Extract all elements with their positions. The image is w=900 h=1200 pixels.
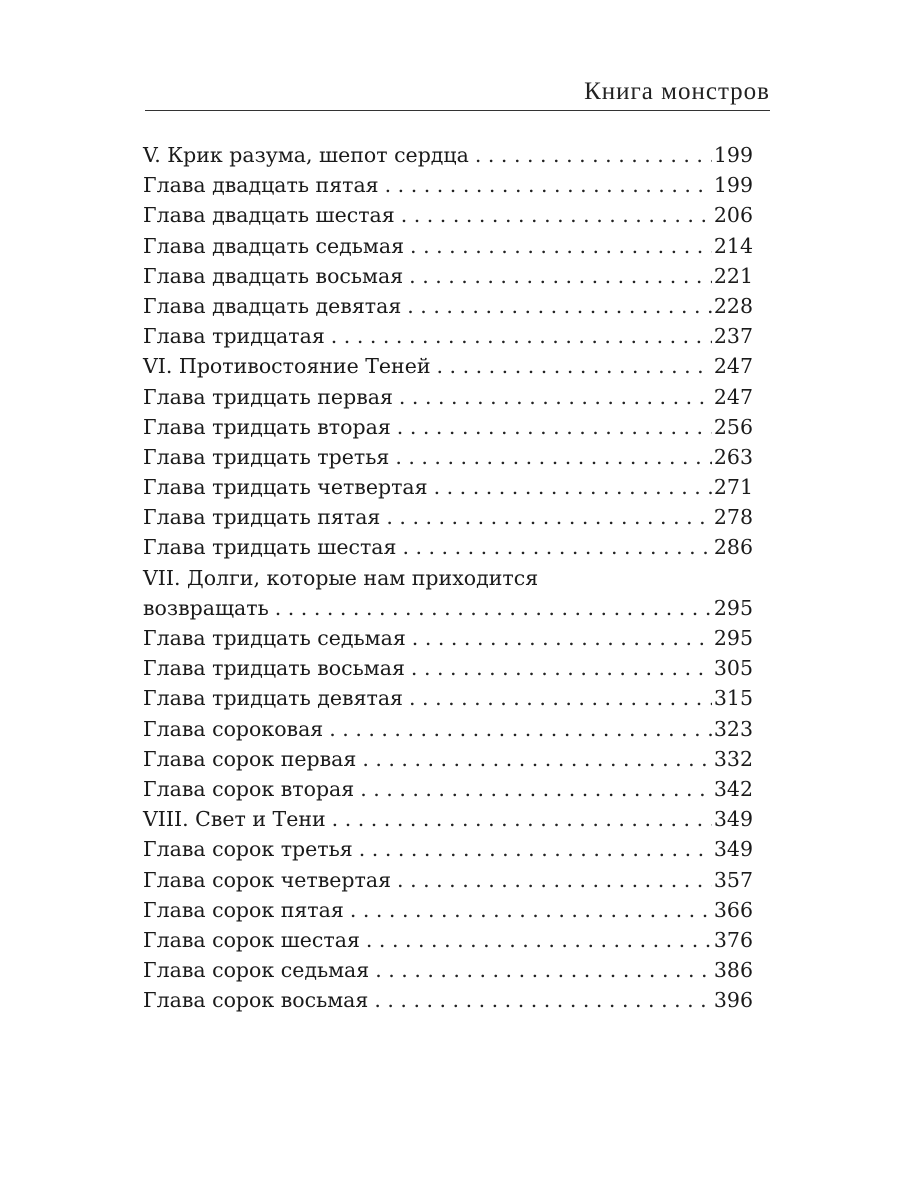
toc-entry-page-number: 247 (713, 354, 753, 379)
toc-entry-page-number: 315 (713, 686, 753, 711)
toc-entry (143, 231, 753, 261)
toc-entry-page-number: 271 (713, 475, 753, 500)
toc-dot-leader (374, 985, 712, 1015)
table-of-contents (143, 140, 753, 1015)
toc-entry-title: Глава двадцать седьмая (143, 233, 405, 258)
toc-entry-page-number: 396 (713, 988, 753, 1013)
toc-entry (143, 955, 753, 985)
toc-entry (143, 925, 753, 955)
toc-entry-page-number: 342 (713, 776, 753, 801)
toc-entry-title: возвращать (143, 595, 269, 620)
toc-entry (143, 865, 753, 895)
toc-entry (143, 412, 753, 442)
toc-entry-page-number: 323 (713, 716, 753, 741)
toc-entry-title: Глава тридцать шестая (143, 535, 397, 560)
toc-entry (143, 200, 753, 230)
toc-dot-leader (397, 865, 712, 895)
toc-dot-leader (350, 895, 712, 925)
toc-dot-leader (329, 714, 712, 744)
toc-entry (143, 321, 753, 351)
header-rule (145, 110, 770, 111)
toc-entry-title: Глава тридцать четвертая (143, 475, 428, 500)
toc-entry-title: Глава сорок четвертая (143, 867, 392, 892)
toc-entry-title: Глава сорок пятая (143, 897, 344, 922)
toc-entry-page-number: 199 (713, 173, 753, 198)
toc-dot-leader (386, 502, 711, 532)
toc-dot-leader (409, 261, 712, 291)
toc-entry (143, 593, 753, 623)
toc-entry (143, 804, 753, 834)
toc-entry-title: VI. Противостояние Теней (143, 354, 431, 379)
toc-dot-leader (402, 532, 711, 562)
toc-entry (143, 170, 753, 200)
toc-entry (143, 291, 753, 321)
toc-entry-title: Глава двадцать пятая (143, 173, 379, 198)
toc-dot-leader (409, 683, 712, 713)
toc-entry (143, 563, 753, 593)
toc-entry-title: Глава двадцать восьмая (143, 263, 404, 288)
toc-entry-page-number: 199 (713, 143, 753, 167)
toc-dot-leader (331, 321, 712, 351)
toc-dot-leader (411, 653, 712, 683)
toc-entry (143, 683, 753, 713)
toc-entry-title: Глава тридцать восьмая (143, 656, 405, 681)
toc-entry-page-number: 295 (713, 626, 753, 650)
toc-entry-title: Глава двадцать девятая (143, 293, 402, 318)
toc-dot-leader (410, 231, 712, 261)
toc-entry-title: Глава двадцать шестая (143, 203, 395, 228)
toc-entry-page-number: 278 (713, 505, 753, 530)
toc-entry (143, 502, 753, 532)
toc-entry (143, 895, 753, 925)
toc-entry-title: Глава тридцать третья (143, 444, 390, 469)
toc-entry (143, 442, 753, 472)
toc-entry-title: Глава сорок первая (143, 746, 357, 771)
toc-dot-leader (412, 623, 712, 653)
toc-entry-page-number: 214 (713, 233, 753, 258)
toc-entry-title: Глава сороковая (143, 716, 324, 741)
toc-entry-page-number: 237 (713, 324, 753, 349)
toc-dot-leader (366, 925, 712, 955)
toc-entry (143, 382, 753, 412)
toc-entry (143, 744, 753, 774)
toc-entry-title: Глава тридцать первая (143, 384, 393, 409)
toc-entry (143, 140, 753, 170)
toc-entry (143, 472, 753, 502)
toc-entry-title: Глава тридцать седьмая (143, 626, 406, 650)
toc-entry-page-number: 332 (713, 746, 753, 771)
toc-entry-title: Глава сорок третья (143, 837, 353, 862)
toc-entry-page-number: 349 (713, 837, 753, 862)
toc-entry-title: Глава сорок восьмая (143, 988, 369, 1013)
running-head-title: Книга монстров (584, 78, 770, 105)
toc-dot-leader (437, 351, 712, 381)
toc-entry-page-number: 263 (713, 444, 753, 469)
toc-dot-leader (385, 170, 712, 200)
toc-dot-leader (475, 140, 712, 170)
toc-entry (143, 261, 753, 291)
toc-dot-leader (434, 472, 712, 502)
toc-entry-page-number: 295 (713, 595, 753, 620)
toc-entry-page-number: 366 (713, 897, 753, 922)
toc-entry-title: Глава тридцать девятая (143, 686, 403, 711)
toc-dot-leader (399, 382, 712, 412)
toc-dot-leader (332, 804, 712, 834)
toc-entry (143, 985, 753, 1015)
toc-entry-page-number: 357 (713, 867, 753, 892)
toc-entry-page-number: 247 (713, 384, 753, 409)
toc-entry-title: Глава тридцатая (143, 324, 325, 349)
toc-entry (143, 351, 753, 381)
toc-entry-page-number: 305 (713, 656, 753, 681)
toc-entry-title: Глава сорок шестая (143, 927, 360, 952)
toc-entry-page-number: 349 (713, 807, 753, 832)
toc-entry-title: Глава тридцать вторая (143, 414, 391, 439)
toc-entry (143, 653, 753, 683)
toc-entry-page-number: 228 (713, 293, 753, 318)
toc-entry-page-number: 256 (713, 414, 753, 439)
toc-entry-title: Глава сорок седьмая (143, 958, 370, 983)
toc-entry-title: Глава сорок вторая (143, 776, 355, 801)
toc-entry (143, 774, 753, 804)
toc-dot-leader (360, 774, 712, 804)
toc-dot-leader (375, 955, 712, 985)
toc-entry-page-number: 221 (713, 263, 753, 288)
toc-entry (143, 714, 753, 744)
toc-entry-title: VII. Долги, которые нам приходится (143, 565, 539, 590)
toc-entry-page-number: 206 (713, 203, 753, 228)
toc-entry-title: Глава тридцать пятая (143, 505, 381, 530)
toc-dot-leader (397, 412, 712, 442)
toc-entry-page-number: 286 (713, 535, 753, 560)
toc-entry-page-number: 386 (713, 958, 753, 983)
toc-entry-title: VIII. Свет и Тени (143, 807, 326, 832)
toc-dot-leader (359, 834, 712, 864)
toc-entry (143, 834, 753, 864)
toc-entry (143, 623, 753, 653)
toc-entry-title: V. Крик разума, шепот сердца (143, 143, 469, 167)
toc-dot-leader (407, 291, 712, 321)
toc-dot-leader (362, 744, 712, 774)
toc-dot-leader (395, 442, 712, 472)
toc-entry (143, 532, 753, 562)
toc-entry-page-number: 376 (713, 927, 753, 952)
toc-dot-leader (401, 200, 712, 230)
toc-dot-leader (275, 593, 712, 623)
